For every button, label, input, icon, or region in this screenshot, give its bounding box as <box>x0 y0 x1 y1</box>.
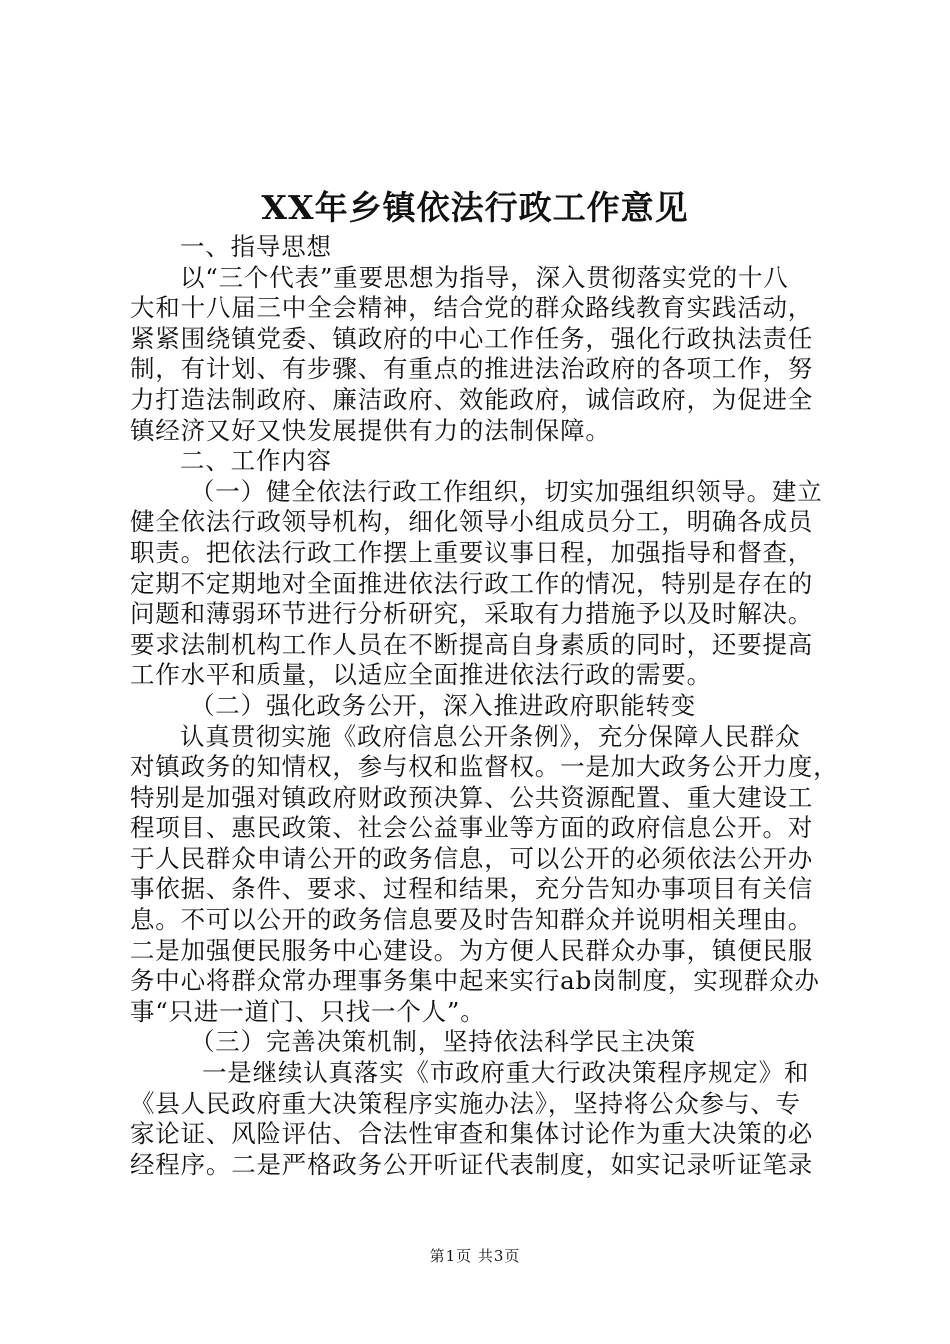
paragraph-line: 力打造法制政府、廉洁政府、效能政府，诚信政府，为促进全 <box>130 384 814 414</box>
section-heading-guiding-thought: 一、指导思想 <box>180 232 332 261</box>
paragraph-line: 《县人民政府重大决策程序实施办法》，坚持将公众参与、专 <box>130 1088 801 1118</box>
paragraph-line: 经程序。二是严格政务公开听证代表制度，如实记录听证笔录 <box>130 1149 814 1179</box>
paragraph-line: 制，有计划、有步骤、有重点的推进法治政府的各项工作，努 <box>130 354 814 384</box>
document-title: XX年乡镇依法行政工作意见 <box>261 188 689 227</box>
subsection-heading-3: （三）完善决策机制，坚持依法科学民主决策 <box>190 1027 696 1057</box>
subsection-heading-2: （二）强化政务公开，深入推进政府职能转变 <box>190 690 696 720</box>
paragraph-line: 程项目、惠民政策、社会公益事业等方面的政府信息公开。对 <box>130 813 814 843</box>
paragraph-line: 家论证、风险评估、合法性审查和集体讨论作为重大决策的必 <box>130 1119 814 1149</box>
paragraph-line: 事“只进一道门、只找一个人”。 <box>130 996 486 1026</box>
paragraph-line: 职责。把依法行政工作摆上重要议事日程，加强指导和督查， <box>130 537 814 567</box>
paragraph-line: 健全依法行政领导机构，细化领导小组成员分工，明确各成员 <box>130 507 814 537</box>
paragraph-line: 问题和薄弱环节进行分析研究，采取有力措施予以及时解决。 <box>130 599 814 629</box>
paragraph-line: 息。不可以公开的政务信息要及时告知群众并说明相关理由。 <box>130 905 814 935</box>
paragraph-line: 以“三个代表”重要思想为指导，深入贯彻落实党的十八 <box>180 262 789 292</box>
paragraph-line: 一是继续认真落实《市政府重大行政决策程序规定》和 <box>202 1058 810 1088</box>
paragraph-line: 特别是加强对镇政府财政预决算、公共资源配置、重大建设工 <box>130 782 814 812</box>
paragraph-line: 于人民群众申请公开的政务信息，可以公开的必须依法公开办 <box>130 843 814 873</box>
page-number-footer: 第1页 共3页 <box>429 1247 521 1265</box>
paragraph-line: 大和十八届三中全会精神，结合党的群众路线教育实践活动， <box>130 293 814 323</box>
document-body <box>130 232 839 1180</box>
paragraph-line: 工作水平和质量，以适应全面推进依法行政的需要。 <box>130 660 712 690</box>
subsection-heading-1: （一）健全依法行政工作组织，切实加强组织领导。建立 <box>190 476 823 506</box>
section-heading-work-content: 二、工作内容 <box>180 446 332 476</box>
paragraph-line: 对镇政务的知情权，参与权和监督权。一是加大政务公开力度， <box>130 752 839 782</box>
paragraph-line: 要求法制机构工作人员在不断提高自身素质的同时，还要提高 <box>130 629 814 659</box>
paragraph-line: 二是加强便民服务中心建设。为方便人民群众办事，镇便民服 <box>130 935 814 965</box>
paragraph-line: 事依据、条件、要求、过程和结果，充分告知办事项目有关信 <box>130 874 814 904</box>
paragraph-line: 镇经济又好又快发展提供有力的法制保障。 <box>130 415 611 445</box>
paragraph-line: 务中心将群众常办理事务集中起来实行ab岗制度，实现群众办 <box>130 966 820 996</box>
paragraph-line: 紧紧围绕镇党委、镇政府的中心工作任务，强化行政执法责任 <box>130 323 814 353</box>
paragraph-line: 认真贯彻实施《政府信息公开条例》，充分保障人民群众 <box>180 721 801 751</box>
paragraph-line: 定期不定期地对全面推进依法行政工作的情况，特别是存在的 <box>130 568 814 598</box>
